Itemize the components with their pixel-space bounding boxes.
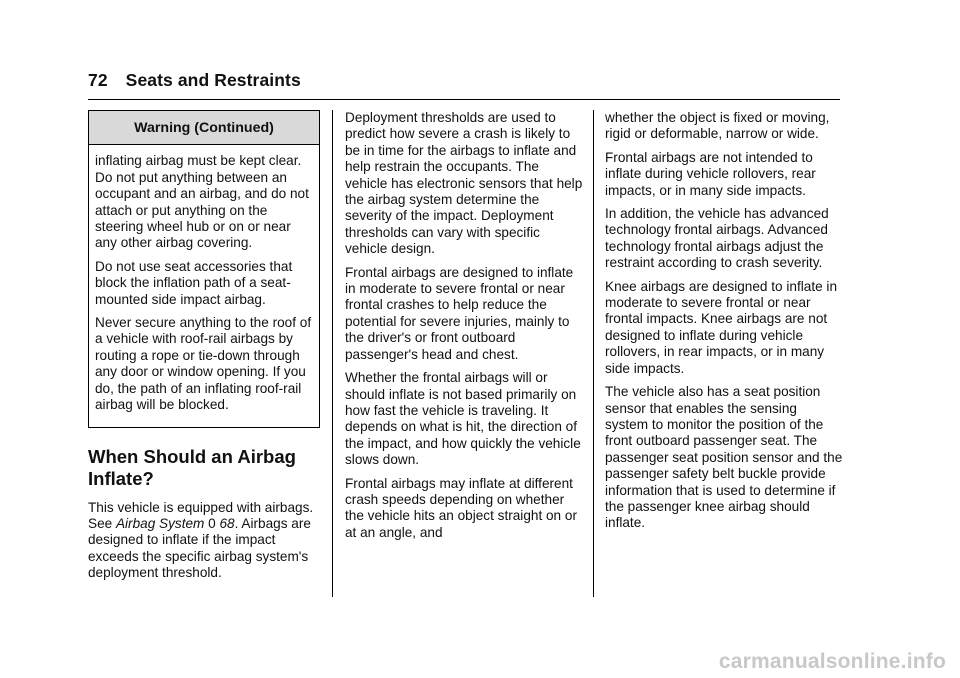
column-2 [345,110,583,548]
warning-paragraph: Never secure anything to the roof of a vehicle with roof-rail airbags by routing a rope or tie-down through any door or window opening. If you do, the path of an inflating roof-rail airbag will be blocked. [95,315,312,413]
body-paragraph: Frontal airbags are not intended to inflate during vehicle rollovers, rear impacts, or in many side impacts. [605,149,816,198]
body-paragraph: Frontal airbags may inflate at different crash speeds depending on whether the vehicle hits an object straight on or at an angle, and [345,475,577,540]
warning-title: Warning (Continued) [89,111,319,145]
column-divider-2 [593,110,594,597]
column-divider-1 [332,110,333,597]
page-ref-icon: 0 [208,515,216,531]
section-intro [88,500,320,582]
warning-body [89,145,319,426]
intro-text: This vehicle is equipped with airbags. See [88,499,314,531]
header-rule [88,99,840,100]
body-paragraph: Frontal airbags are designed to inflate in moderate to severe frontal or near frontal crashes to help reduce the potential for severe injuries, mainly to the driver's or front outboard passenger's head and chest. [345,264,574,362]
intro-text-end: . Airbags are designed to inflate if the impact exceeds the specific airbag system's deployment threshold. [88,515,311,581]
body-paragraph: Knee airbags are designed to inflate in moderate to severe frontal or near frontal impacts. Knee airbags are not designed to inflate during vehicle rollovers, in rear impacts, or in many side impacts. [605,278,838,376]
body-paragraph: In addition, the vehicle has advanced technology frontal airbags. Advanced technology frontal airbags adjust the restraint according to crash severity. [605,206,829,271]
body-paragraph: Whether the frontal airbags will or should inflate is not based primarily on how fast the vehicle is traveling. It depends on what is hit, the direction of the impact, and how quickly the vehicle slows down. [345,370,581,468]
column-3 [605,110,843,539]
header-title [88,70,840,91]
airbag-system-link[interactable]: Airbag System [115,515,205,531]
body-paragraph: whether the object is fixed or moving, rigid or deformable, narrow or wide. [605,110,830,142]
section-heading: When Should an Airbag Inflate? [88,445,296,489]
column-1 [88,110,320,589]
body-paragraph: The vehicle also has a seat position sensor that enables the sensing system to monitor the position of the front outboard passenger seat. The passenger seat position sensor and the passenger safety belt buckle provide information that is used to determine if the passenger knee airbag should inflate. [605,384,843,531]
watermark: carmanualsonline.info [718,650,946,673]
page-ref-number[interactable]: 68 [219,515,235,531]
body-paragraph: Deployment thresholds are used to predict how severe a crash is likely to be in time for the airbags to inflate and help restrain the occupants. The vehicle has electronic sensors that help the airbag system determine the severity of the impact. Deployment thresholds can vary with specific vehicle design. [345,110,583,257]
section-name: Seats and Restraints [125,70,301,90]
warning-paragraph: Do not use seat accessories that block the inflation path of a seat-mounted side impact airbag. [95,258,293,307]
page-number: 72 [88,70,108,90]
page-header [88,70,840,91]
warning-paragraph: inflating airbag must be kept clear. Do not put anything between an occupant and an airbag, and do not attach or put anything on the steering wheel hub or on or near any other airbag covering. [95,153,309,251]
warning-box [88,110,320,428]
